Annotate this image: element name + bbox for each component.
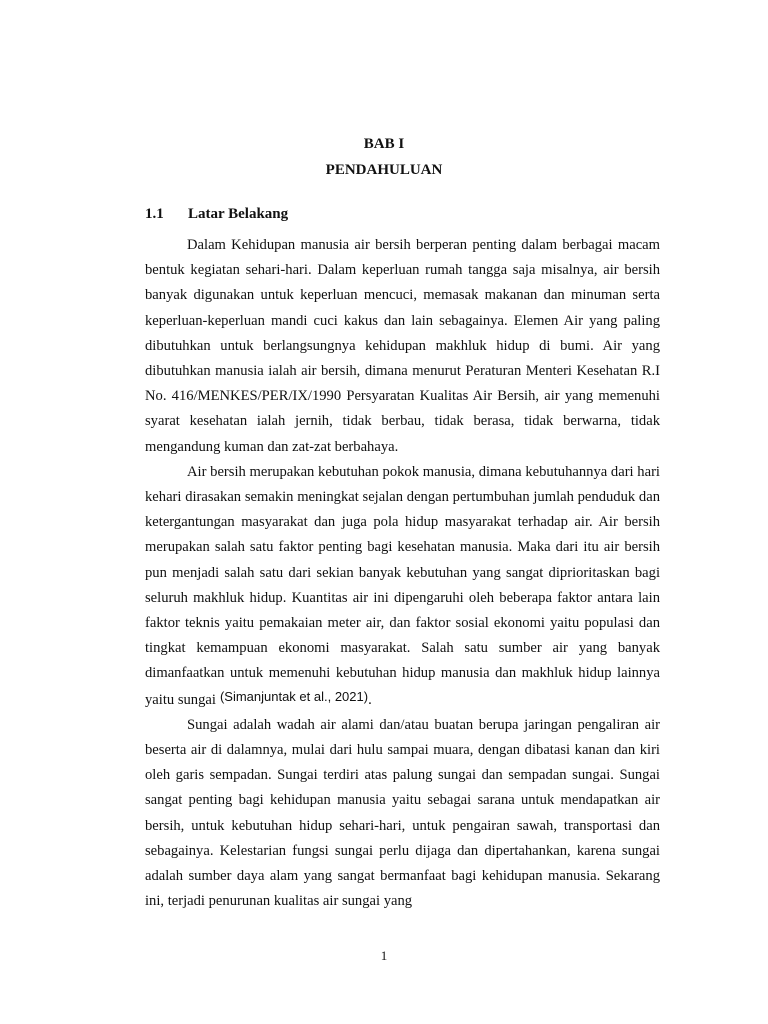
paragraph-3: [145, 713, 660, 915]
section-heading: [145, 206, 288, 223]
citation-period: .: [368, 691, 372, 708]
chapter-number: BAB I: [363, 136, 405, 152]
paragraph-2-text: Air bersih merupakan kebutuhan pokok manusia, dimana kebutuhannya dari hari kehari dirasakan semakin meningkat sejalan dengan pertumbuhan jumlah penduduk dan ketergantungan masyarakat dan juga pola hidup masyarakat terhadap air. Air bersih merupakan salah satu faktor penting bagi kesehatan manusia. Maka dari itu air bersih pun menjadi salah satu dari sekian banyak kebutuhan yang sangat diprioritaskan bagi seluruh makhluk hidup. Kuantitas air ini dipengaruhi oleh beberapa faktor antara lain faktor teknis yaitu pemakaian meter air, dan faktor sosial ekonomi yaitu populasi dan tingkat kemampuan ekonomi masyarakat. Salah satu sumber air yang banyak dimanfaatkan untuk memenuhi kebutuhan hidup manusia dan makhluk hidup lainnya yaitu sungai: [145, 463, 660, 708]
paragraph-1: [145, 233, 660, 460]
section-title: Latar Belakang: [188, 206, 289, 222]
page-number: 1: [380, 948, 388, 963]
body-text: [145, 233, 660, 914]
paragraph-3-text: Sungai adalah wadah air alami dan/atau buatan berupa jaringan pengaliran air beserta air di dalamnya, mulai dari hulu sampai muara, dengan dibatasi kanan dan kiri oleh garis sempadan. Sungai terdiri atas palung sungai dan sempadan sungai. Sungai sangat penting bagi kehidupan manusia yaitu sebagai sarana untuk mendapatkan air bersih, untuk kebutuhan hidup sehari-hari, untuk pengairan sawah, transportasi dan sebagainya. Kelestarian fungsi sungai perlu dijaga dan dipertahankan, karena sungai adalah sumber daya alam yang sangat bermanfaat bagi kehidupan manusia. Sekarang ini, terjadi penurunan kualitas air sungai yang: [145, 716, 660, 910]
paragraph-1-text: Dalam Kehidupan manusia air bersih berperan penting dalam berbagai macam bentuk kegiatan sehari-hari. Dalam keperluan rumah tangga saja misalnya, air bersih banyak digunakan untuk keperluan mencuci, memasak makanan dan minuman serta keperluan-keperluan mandi cuci kakus dan lain sebagainya. Elemen Air yang paling dibutuhkan untuk berlangsungnya kehidupan makhluk hidup di bumi. Air yang dibutuhkan manusia ialah air bersih, dimana menurut Peraturan Menteri Kesehatan R.I No. 416/MENKES/PER/IX/1990 Persyaratan Kualitas Air Bersih, air yang memenuhi syarat kesehatan ialah jernih, tidak berbau, tidak berasa, tidak berwarna, tidak mengandung kuman dan zat-zat berbahaya.: [145, 237, 660, 455]
citation: (Simanjuntak et al., 2021): [219, 688, 369, 704]
paragraph-2: [145, 460, 660, 713]
chapter-title: PENDAHULUAN: [325, 162, 443, 178]
section-number: 1.1: [145, 206, 164, 222]
